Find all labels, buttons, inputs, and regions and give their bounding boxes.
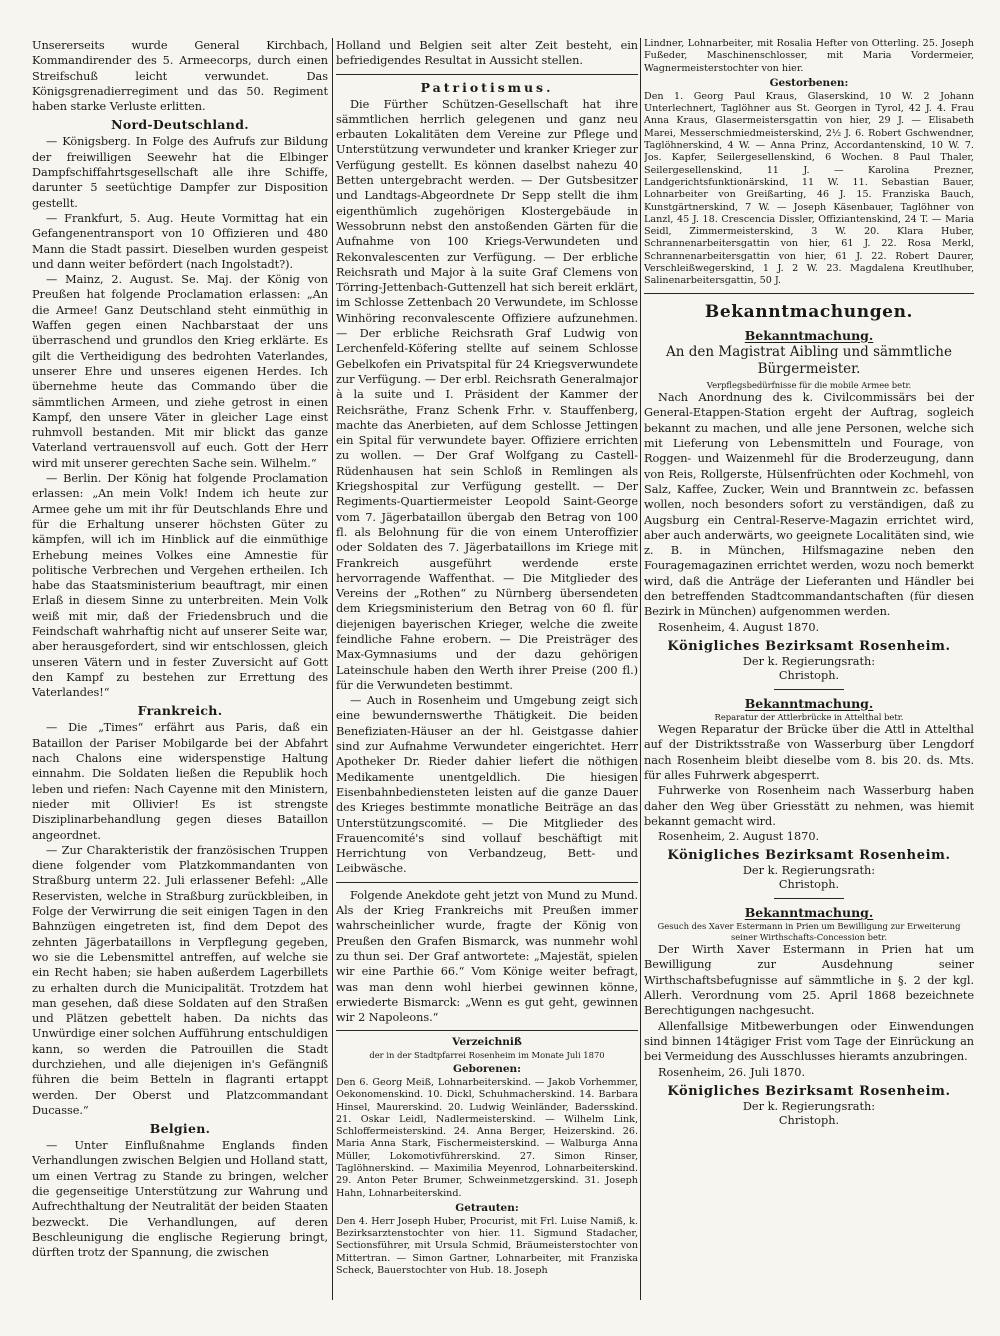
notice-body: Fuhrwerke von Rosenheim nach Wasserburg haben daher den Weg über Griesstätt zu nehmen, was hiemit bekannt gemacht wird. <box>644 784 974 828</box>
article-paragraph: — Zur Charakteristik der französischen Truppen diene folgender vom Platzkommandanten von Straßburg unterm 22. Juli erlassener Befehl: „Alle Reservisten, welche in Straßburg zurückbleiben, in Folge der Verwirrung die seit einigen Tagen in den Bahnzügen eingetreten ist, find dem Depot des zehnten Jägerbataillons in Verpflegung gegeben, wo sie die Lebensmittel antreffen, auf welche sie ein Recht haben; sie haben außerdem Lagerbillets zu erhalten durch die Municipalität. Trotzdem hat man gesehen, daß diese Soldaten auf den Straßen und Plätzen gebettelt haben. Da nichts das Unwürdige einer solchen Aufführung entschuldigen kann, so werden die Patrouillen die Stadt durchziehen, und alle diejenigen in's Gefängniß führen die beim Betteln in flagranti ertappt werden. Der Oberst und Platzcommandant Ducasse.“ <box>32 843 328 1117</box>
section-rule <box>336 1030 638 1031</box>
column-rule <box>640 38 641 1300</box>
article-paragraph: — Mainz, 2. August. Se. Maj. der König von Preußen hat folgende Proclamation erlassen: „An die Armee! Ganz Deutschland steht einmüthig in Waffen gegen einen Nachbarstaat der uns überraschend und grundlos den Krieg erklärte. Es gilt die Vertheidigung des bedrohten Vaterlandes, unserer Ehre und unseres eigenen Herdes. Ich übernehme heute das Commando über die sämmtlichen Armeen, und ziehe getrost in einen Kampf, den unsere Väter in gleicher Lage einst ruhmvoll bestanden. Mit mir blickt das ganze Vaterland vertrauensvoll auf euch. Gott der Herr wird mit unserer gerechten Sache sein. Wilhelm.“ <box>32 273 328 470</box>
births-list: Den 6. Georg Meiß, Lohnarbeiterskind. — Jakob Vorhemmer, Oekonomenskind. 10. Dickl, Schuhmacherskind. 14. Barbara Hinsel, Maurerskind. 20. Ludwig Weinländer, Badersskind. 21. Oskar Leidl, Nadlermeisterskind. — Wilhelm Link, Schloffermeisterskind. 24. Anna Berger, Heizerskind. 26. Maria Anna Stark, Fischermeisterskind. — Walburga Anna Müller, Lokomotivführerskind. 27. Simon Rinser, Taglöhnerskind. — Maximilia Meyenrod, Lohnarbeiterskind. 29. Anton Peter Brumer, Schweinmetzgerskind. 31. Joseph Hahn, Lohnarbeiterskind. <box>336 1076 638 1199</box>
births-heading: Geborenen: <box>452 1062 522 1075</box>
newspaper-page <box>32 38 974 1300</box>
notice-signer-role: Der k. Regierungsrath: <box>742 1099 876 1113</box>
notice-body: Nach Anordnung des k. Civilcommissärs bei der General-Etappen-Station ergeht der Auftrag, sogleich bekannt zu machen, und alle jene Personen, welche sich mit Lieferung von Lebensmitteln und Fourage, von Roggen- und Waizenmehl für die Broderzeugung, dann von Reis, Rollgerste, Hülsenfrüchten oder Kochmehl, von Salz, Kaffee, Zucker, Wein und Branntwein zc. befassen wollen, noch besonders sofort zu verständigen, daß zu Augsburg ein Central-Reserve-Magazin errichtet wird, aber auch anderwärts, wo geeignete Localitäten sind, wie z. B. in München, Hilfsmagazine neben den Fouragemagazinen errichtet werden, wozu noch bemerkt wird, daß die Anträge der Lieferanten und Händler bei den betreffenden Stadtcommandantschaften (für diesen Bezirk in München) aufgenommen werden. <box>644 391 974 619</box>
section-heading-frankreich: Frankreich. <box>137 703 223 719</box>
article-paragraph: Folgende Anekdote geht jetzt von Mund zu Mund. Als der Krieg Frankreichs mit Preußen immer wahrscheinlicher wurde, fragte der König von Preußen den Grafen Bismarck, was nunmehr wohl zu thun sei. Der Graf antwortete: „Majestät, spielen wir eine Parthie 66.“ Vom Könige weiter befragt, was man denn wohl hierbei gewinnen könne, erwiederte Bismarck: „Wenn es gut geht, gewinnen wir 2 Napoleons.“ <box>336 888 638 1025</box>
article-paragraph: Die Fürther Schützen-Gesellschaft hat ihre sämmtlichen herrlich gelegenen und ganz neu erbauten Lokalitäten dem Vereine zur Pflege und Unterstützung verwundeter und kranker Krieger zur Verfügung gestellt. Es können daselbst nahezu 40 Betten untergebracht werden. — Der Gutsbesitzer und Landtags-Abgeordnete Dr Sepp stellt die ihm eigenthümlich zugehörigen Klostergebäude in Wessobrunn nebst den anstoßenden Gärten für die Aufnahme von 100 Kriegs-Verwundeten und Rekonvalescenten zur Verfügung. — Der erbliche Reichsrath und Major à la suite Graf Clemens von Törring-Jettenbach-Guttenzell hat sich bereit erklärt, im Schlosse Zettenbach 20 Verwundete, im Schlosse Winhöring reconvalescente Offiziere aufzunehmen. — Der erbliche Reichsrath Graf Ludwig von Lerchenfeld-Köfering stellte auf seinem Schlosse Gebelkofen ein Privatspital für 24 Kriegsverwundete zur Verfügung. — Der erbl. Reichsrath Generalmajor à la suite und I. Präsident der Kammer der Reichsräthe, Franz Schenk Frhr. v. Stauffenberg, machte das Anerbieten, auf dem Schlosse Jettingen ein Spital für verwundete bayer. Offiziere errichten zu wollen. — Der Graf Wolfgang zu Castell-Rüdenhausen hat sein Schloß in Remlingen als Kriegshospital zur Verfügung gestellt. — Der Regiments-Quartiermeister Leopold Saint-George vom 7. Jägerbataillon übergab den Betrag von 100 fl. als Belohnung für die von einem Unteroffizier oder Soldaten des 7. Jägerbataillons im Kriege mit Frankreich ausgeführt werdende erste hervorragende Waffenthat. — Die Mitglieder des Vereins der „Rothen“ zu Nürnberg übersendeten dem Kriegsministerium den Betrag von 60 fl. für diejenigen bayerischen Krieger, welche die zweite feindliche Fahne erobern. — Die Preisträger des Max-Gymnasiums und der dazu gehörigen Lateinschule haben den Werth ihrer Preise (200 fl.) für die Verwundeten bestimmt. <box>336 97 638 692</box>
article-paragraph: — Königsberg. In Folge des Aufrufs zur Bildung der freiwilligen Seewehr hat die Elbinger Dampfschiffahrtsgesellschaft alle ihre Schiffe, darunter 5 seetüchtige Dampfer zur Disposition gestellt. <box>32 135 328 210</box>
column-1 <box>32 38 328 1300</box>
notice-heading: Bekanntmachung. <box>744 695 874 711</box>
notice-date: Rosenheim, 26. Juli 1870. <box>658 1065 806 1079</box>
notice-signer-role: Der k. Regierungsrath: <box>742 864 876 878</box>
deaths-heading: Gestorbenen: <box>769 76 849 89</box>
article-paragraph: — Berlin. Der König hat folgende Proclamation erlassen: „An mein Volk! Indem ich heute zur Armee gehe um mit ihr für Deutschlands Ehre und für die Erhaltung unserer höchsten Güter zu kämpfen, will ich im Hinblick auf die einmüthige Erhebung meines Volkes eine Amnestie für politische Verbrechen und Vergehen ertheilen. Ich habe das Staatsministerium beauftragt, mir einen Erlaß in diesem Sinne zu unterbreiten. Mein Volk weiß mit mir, daß der Friedensbruch und die Feindschaft wahrhaftig nicht auf unserer Seite war, aber herausgefordert, sind wir entschlossen, gleich unseren Vätern und in fester Zuversicht auf Gott den Kampf zu bestehen zur Errettung des Vaterlandes!“ <box>32 472 328 700</box>
section-rule <box>336 882 638 883</box>
notice-heading: Bekanntmachung. <box>744 327 874 343</box>
notice-date: Rosenheim, 4. August 1870. <box>658 620 820 634</box>
notice-date: Rosenheim, 2. August 1870. <box>658 830 820 844</box>
marriages-list-continued: Lindner, Lohnarbeiter, mit Rosalia Hefter von Otterling. 25. Joseph Fußeder, Maschinenschlosser, mit Maria Vordermeier, Wagnermeisterstochter von hier. <box>644 38 974 74</box>
marriages-list: Den 4. Herr Joseph Huber, Procurist, mit Frl. Luise Namiß, k. Bezirksarztenstochter von hier. 11. Sigmund Stadacher, Sectionsführer, mit Ursula Schmid, Bräumeisterstochter von Mittertran. — Simon Gartner, Lohnarbeiter, mit Franziska Scheck, Bauerstochter von Hub. 18. Joseph <box>336 1215 638 1277</box>
announcements-heading: Bekanntmachungen. <box>704 301 914 322</box>
article-paragraph: — Unter Einflußnahme Englands finden Verhandlungen zwischen Belgien und Holland statt, um einen Vertrag zu Stande zu bringen, welcher die gegenseitige Unterstützung zur Wahrung und Aufrechthaltung der Neutralität der beiden Staaten bezweckt. Die Verhandlungen, auf deren Beschleunigung die englische Regierung bringt, dürften trotz der Spannung, die zwischen <box>32 1139 328 1260</box>
notice-signer-name: Christoph. <box>778 668 840 682</box>
notice-body: Allenfallsige Mitbewerbungen oder Einwendungen sind binnen 14tägiger Frist vom Tage der Einrückung an bei Vermeidung des Ausschlusses hieramts anzubringen. <box>644 1019 974 1064</box>
notice-office: Königliches Bezirksamt Rosenheim. <box>667 848 951 864</box>
notice-body: Der Wirth Xaver Estermann in Prien hat um Bewilligung zur Ausdehnung seiner Wirthschaftsbefugnisse auf sämmtliche in §. 2 der kgl. Allerh. Verordnung vom 25. April 1868 bezeichnete Berechtigungen nachgesucht. <box>644 943 974 1018</box>
section-rule <box>336 74 638 75</box>
column-2 <box>336 38 638 1300</box>
notice-rule <box>774 689 844 690</box>
notice-subject: Reparatur der Attlerbrücke in Attelthal betr. <box>714 711 904 722</box>
notice-office: Königliches Bezirksamt Rosenheim. <box>667 1083 951 1099</box>
notice-signer-role: Der k. Regierungsrath: <box>742 654 876 668</box>
notice-office: Königliches Bezirksamt Rosenheim. <box>667 638 951 654</box>
article-paragraph: Unsererseits wurde General Kirchbach, Kommandirender des 5. Armeecorps, durch einen Streifschuß leicht verwundet. Das Königsgrenadierregiment und das 50. Regiment haben starke Verluste erlitten. <box>32 39 328 114</box>
notice-rule <box>774 898 844 899</box>
notice-body: Wegen Reparatur der Brücke über die Attl in Attelthal auf der Distriktsstraße von Wasserburg über Lengdorf nach Rosenheim bleibt dieselbe vom 8. bis 20. ds. Mts. für alles Fuhrwerk abgesperrt. <box>644 723 974 782</box>
article-paragraph: — Die „Times“ erfährt aus Paris, daß ein Bataillon der Pariser Mobilgarde bei der Abfahrt nach Chalons eine widerspenstige Haltung einnahm. Die Soldaten ließen die Republik hoch leben und riefen: Nach Cayenne mit den Ministern, nieder mit Ollivier! Es ist strengste Disziplinarbehandlung gegen dieses Bataillon angeordnet. <box>32 721 328 842</box>
section-rule <box>644 293 974 294</box>
deaths-list: Den 1. Georg Paul Kraus, Glaserskind, 10 W. 2 Johann Unterlechnert, Taglöhner aus St. Georgen in Tyrol, 42 J. 4. Frau Anna Kraus, Glasermeistersgattin von hier, 29 J. — Elisabeth Marei, Messerschmiedmeisterskind, 2½ J. 6. Robert Gschwendner, Taglöhnerskind, 4 W. — Anna Prinz, Accordantenskind, 10 W. 7. Jos. Kapfer, Seilergesellenskind, 6 Wochen. 8 Paul Thaler, Seilergesellenskind, 11 J. — Karolina Prezner, Landgerichtsfunktionärskind, 11 W. 11. Sebastian Bauer, Lohnarbeiter von Greißarting, 46 J. 15. Franziska Bauch, Kunstgärtnerskind, 7 W. — Joseph Käsenbauer, Taglöhner von Lanzl, 45 J. 18. Crescencia Dissler, Offiziantenskind, 24 T. — Maria Seidl, Zimmermeisterskind, 3 W. 20. Klara Huber, Schrannenarbeitersgattin von hier, 61 J. 22. Rosa Merkl, Schrannenarbeitersgattin von hier, 61 J. 22. Robert Daurer, Verschleißwegerskind, 1 J. 2 W. 23. Magdalena Kreutlhuber, Salinenarbeitersgattin, 50 J. <box>644 90 974 287</box>
article-paragraph: Holland und Belgien seit alter Zeit besteht, ein befriedigendes Resultat in Aussicht stellen. <box>336 39 638 68</box>
register-subheading: der in der Stadtpfarrei Rosenheim im Monate Juli 1870 <box>369 1050 605 1061</box>
notice-subject: Gesuch des Xaver Estermann in Prien um Bewilligung zur Erweiterung seiner Wirthschafts-Concession betr. <box>657 921 961 942</box>
marriages-heading: Getrauten: <box>455 1201 519 1214</box>
notice-addressee: An den Magistrat Aibling und sämmtliche Bürgermeister. <box>666 343 952 377</box>
article-paragraph: — Frankfurt, 5. Aug. Heute Vormittag hat ein Gefangenentransport von 10 Offizieren und 480 Mann die Stadt passirt. Dieselben wurden gespeist und dann weiter befördert (nach Ingolstadt?). <box>32 211 328 271</box>
notice-subject: Verpflegsbedürfnisse für die mobile Armee betr. <box>706 379 912 390</box>
column-rule <box>332 38 333 1300</box>
article-paragraph: — Auch in Rosenheim und Umgebung zeigt sich eine bewundernswerthe Thätigkeit. Die beiden Benefiziaten-Häuser an der hl. Geistgasse dahier sind zur Aufnahme Verwundeter eingerichtet. Herr Apotheker Dr. Rieder dahier liefert die nöthigen Medikamente unentgeldlich. Die hiesigen Eisenbahnbediensteten leisten auf die ganze Dauer des Krieges bestimmte monatliche Beiträge an das Unterstützungscomité. — Die Mitglieder des Frauencomité's sind vollauf beschäftigt mit Herrichtung von Verbandzeug, Bett- und Leibwäsche. <box>336 694 638 876</box>
section-heading-nord-deutschland: Nord-Deutschland. <box>111 117 249 133</box>
section-heading-belgien: Belgien. <box>149 1121 211 1137</box>
notice-signer-name: Christoph. <box>778 1113 840 1127</box>
register-heading: Verzeichniß <box>452 1036 522 1049</box>
column-3 <box>644 38 974 1300</box>
notice-signer-name: Christoph. <box>778 878 840 892</box>
notice-heading: Bekanntmachung. <box>744 905 874 921</box>
section-heading-patriotismus: Patriotismus. <box>420 79 554 95</box>
